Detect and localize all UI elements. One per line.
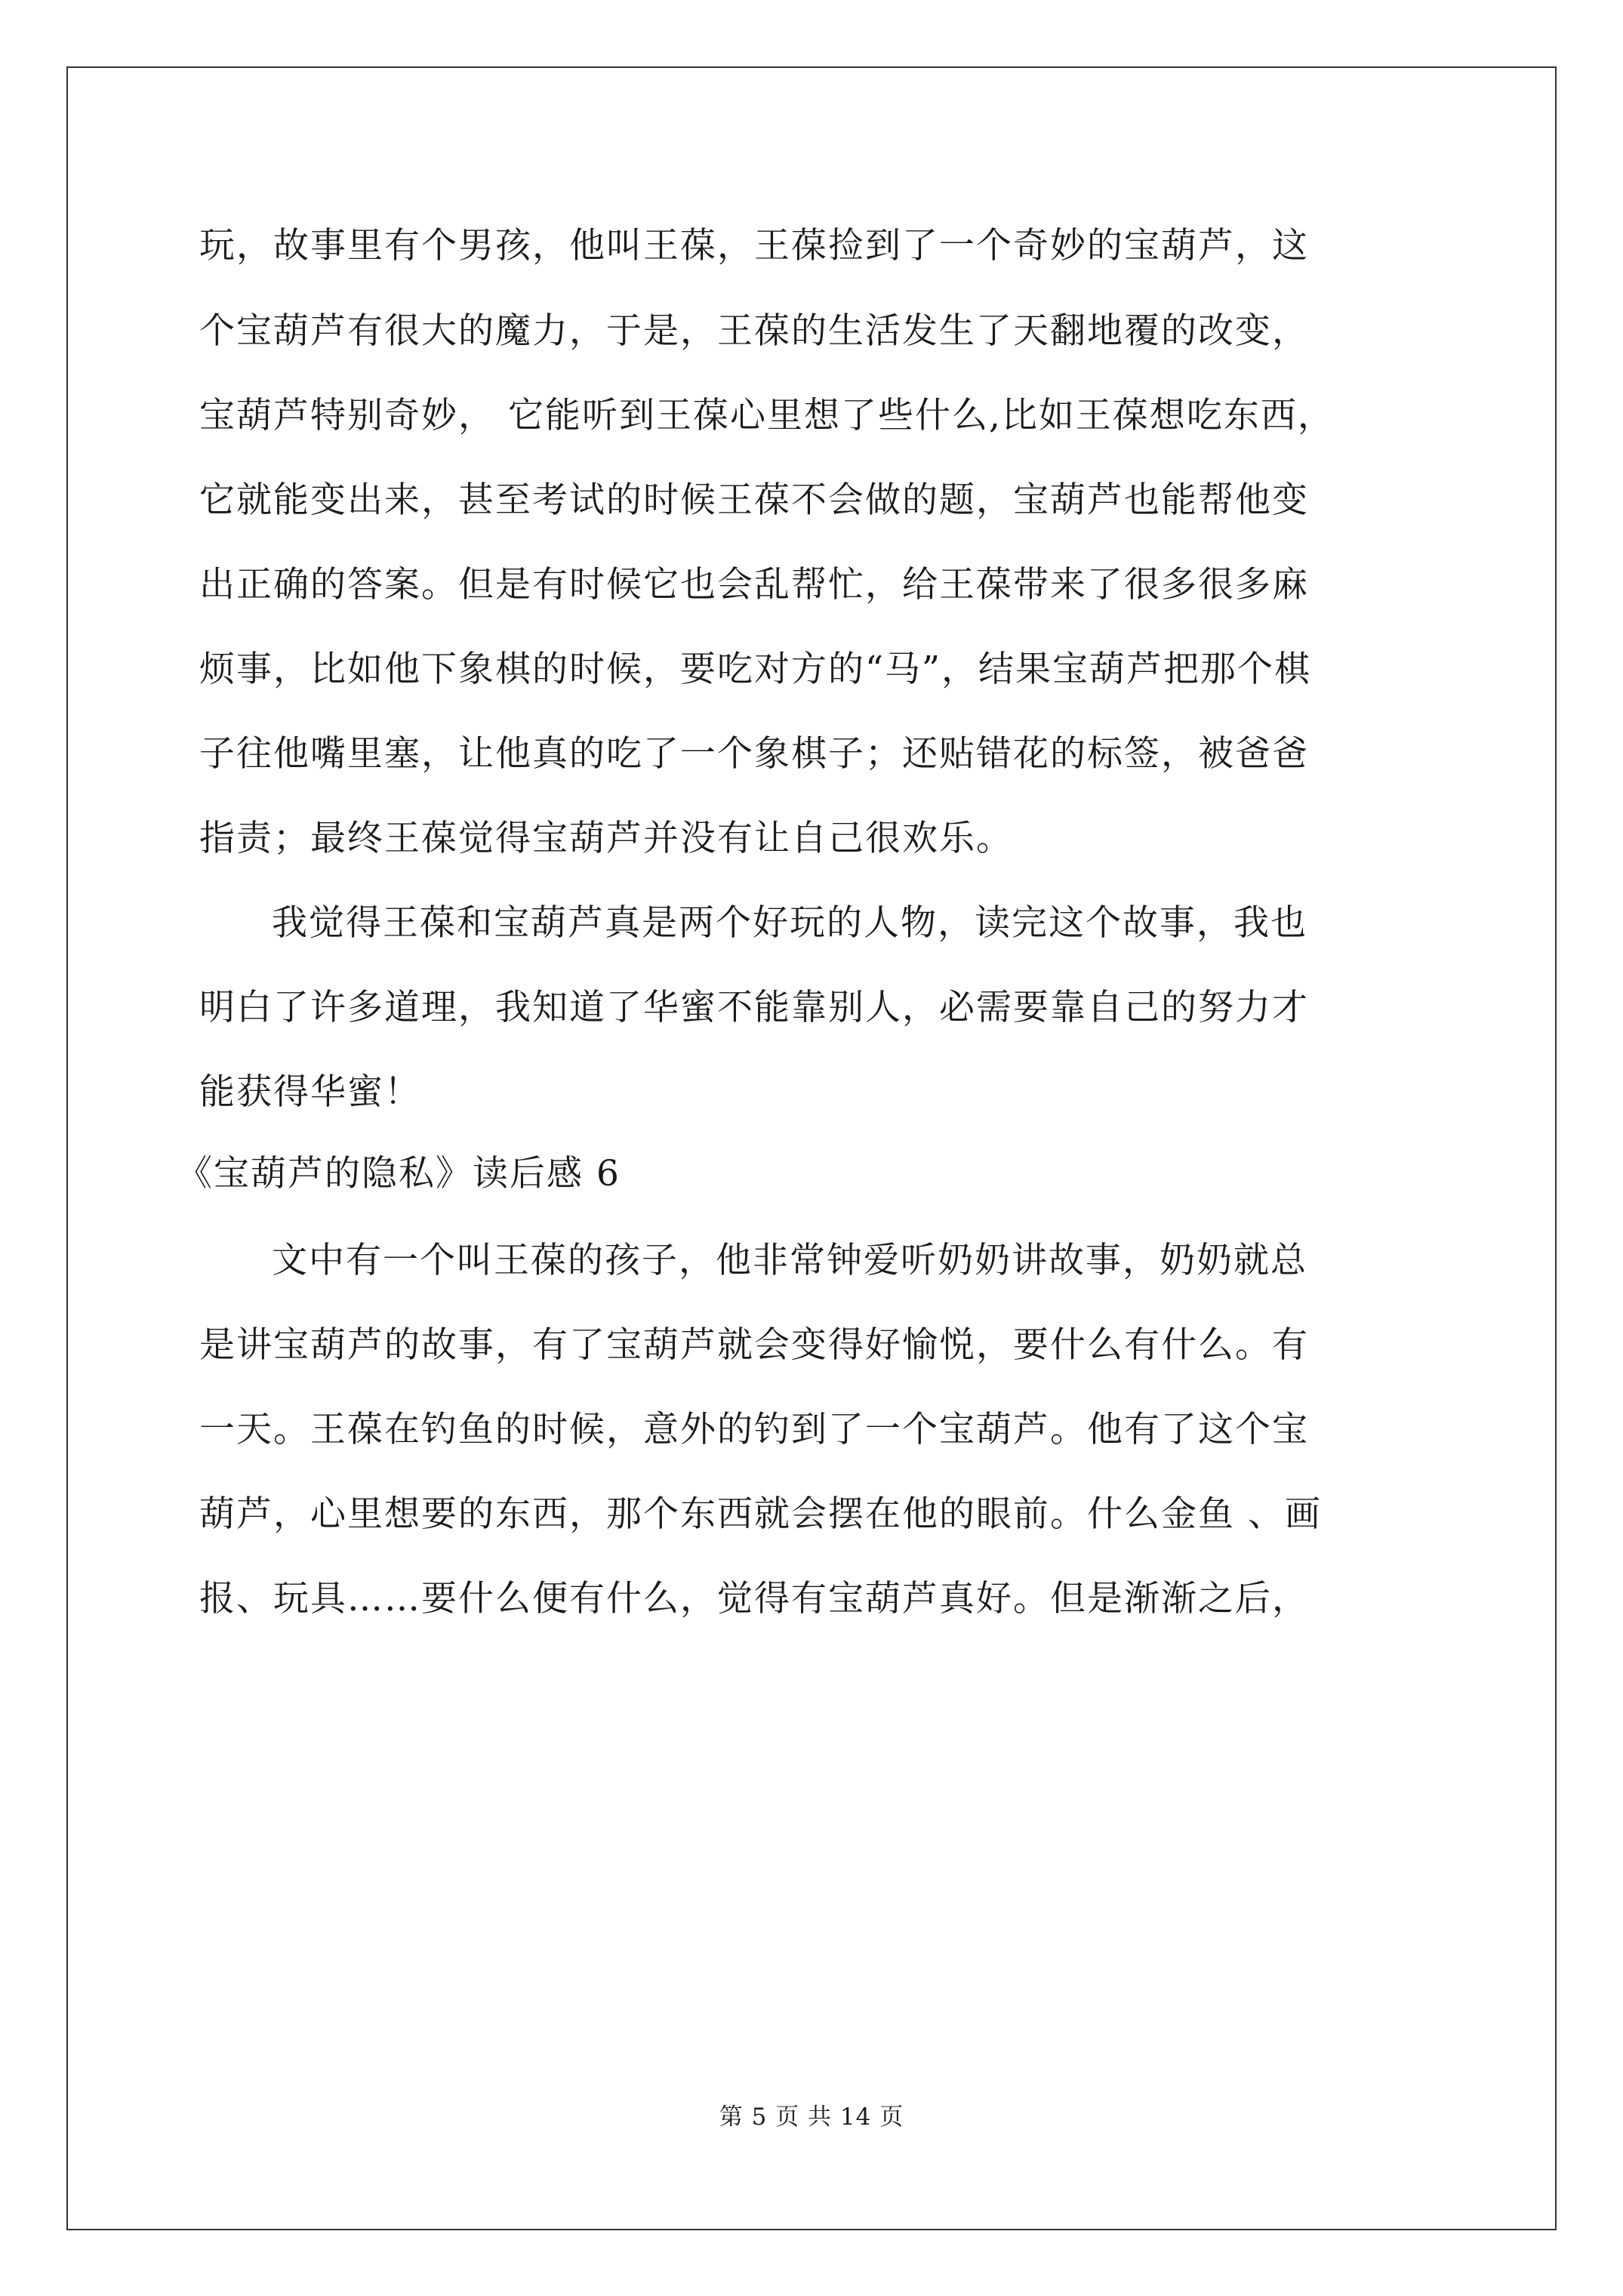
page-border [66,66,1557,2230]
text-line: 子往他嘴里塞，让他真的吃了一个象棋子；还贴错花的标签，被爸爸 [199,733,1309,775]
text-line: 明白了许多道理，我知道了华蜜不能靠别人，必需要靠自己的努力才 [199,987,1309,1028]
text-line: 报、玩具……要什么便有什么，觉得有宝葫芦真好。但是渐渐之后， [199,1578,1309,1620]
section-heading: 《宝葫芦的隐私》读后感 6 [177,1153,621,1194]
page-number-footer: 第 5 页 共 14 页 [719,2103,904,2131]
text-line: 一天。王葆在钓鱼的时候，意外的钓到了一个宝葫芦。他有了这个宝 [199,1409,1309,1450]
text-line: 烦事，比如他下象棋的时候，要吃对方的“马”，结果宝葫芦把那个棋 [199,649,1312,690]
text-line: 是讲宝葫芦的故事，有了宝葫芦就会变得好愉悦，要什么有什么。有 [199,1324,1309,1366]
text-line: 能获得华蜜！ [199,1071,421,1113]
paragraph-start-line: 文中有一个叫王葆的孩子，他非常钟爱听奶奶讲故事，奶奶就总 [272,1240,1307,1281]
text-line: 它就能变出来，甚至考试的时候王葆不会做的题，宝葫芦也能帮他变 [199,479,1309,521]
text-line: 玩，故事里有个男孩，他叫王葆，王葆捡到了一个奇妙的宝葫芦，这 [199,225,1309,267]
paragraph-start-line: 我觉得王葆和宝葫芦真是两个好玩的人物，读完这个故事，我也 [272,902,1307,944]
text-line: 宝葫芦特别奇妙， 它能听到王葆心里想了些什么,比如王葆想吃东西， [199,395,1335,436]
text-line: 出正确的答案。但是有时候它也会乱帮忙，给王葆带来了很多很多麻 [199,564,1309,606]
text-line: 指责；最终王葆觉得宝葫芦并没有让自己很欢乐。 [199,818,1013,859]
text-line: 葫芦，心里想要的东西，那个东西就会摆在他的眼前。什么金鱼 、画 [199,1493,1322,1535]
text-line: 个宝葫芦有很大的魔力，于是，王葆的生活发生了天翻地覆的改变， [199,310,1309,352]
